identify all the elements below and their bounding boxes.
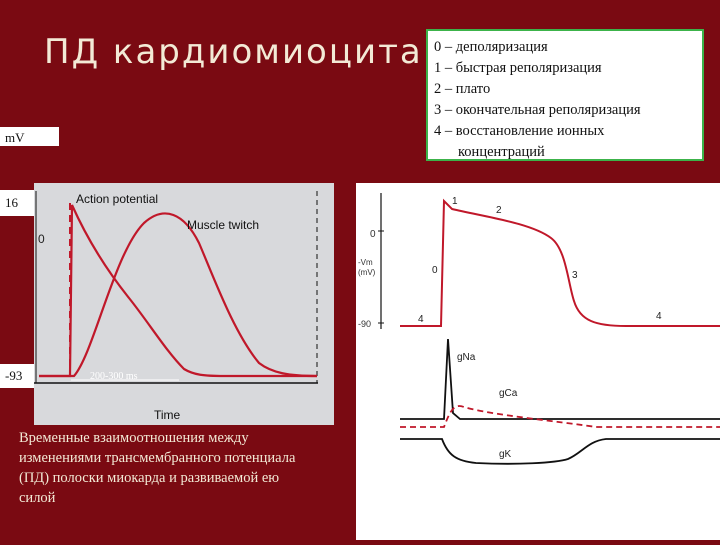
muscle-twitch-label: Muscle twitch <box>187 218 260 232</box>
phase-0-label: 0 <box>432 265 438 276</box>
figure-caption: Временные взаимоотношения между изменениями трансмембранного потенциала (ПД) полоски миокарда и развиваемой ею силой <box>19 430 296 506</box>
phase-3-label: 3 <box>572 270 578 281</box>
phase-4-left-label: 4 <box>418 314 424 325</box>
phase-1-label: 1 <box>452 196 458 207</box>
gca-label: gCa <box>499 388 518 399</box>
gk-label: gK <box>499 449 512 460</box>
slide-title: ПД кардиомиоцита <box>44 32 423 72</box>
gna-label: gNa <box>457 352 476 363</box>
gk-curve <box>400 439 720 464</box>
phase-2-label: 2 <box>496 205 502 216</box>
bottom-value-label: -93 <box>0 364 34 388</box>
legend-line-0: 0 – деполяризация <box>434 39 548 55</box>
right-zero-label: 0 <box>370 229 376 240</box>
action-potential-vs-twitch-chart <box>34 183 334 425</box>
phase-diagram-chart <box>356 183 720 540</box>
legend-line-4: 4 – восстановление ионных <box>434 123 605 139</box>
duration-label: 200-300 ms <box>90 371 138 382</box>
right-minus-90-label: -90 <box>358 319 372 329</box>
phase-4-right-label: 4 <box>656 311 662 322</box>
phase-legend-box <box>426 29 704 161</box>
left-chart-svg <box>34 183 334 425</box>
legend-line-1: 1 – быстрая реполяризация <box>434 60 602 76</box>
action-potential-curve <box>39 205 317 376</box>
right-vm-label: -Vm (mV) <box>358 258 376 277</box>
legend-line-3: 3 – окончательная реполяризация <box>434 102 641 118</box>
ventricular-ap-curve <box>400 201 720 326</box>
left-zero-label: 0 <box>38 232 45 246</box>
time-axis-label: Time <box>154 408 181 422</box>
legend-line-5: концентраций <box>458 144 545 160</box>
top-value-label: 16 <box>0 190 34 216</box>
action-potential-label: Action potential <box>76 192 159 206</box>
gca-curve <box>400 406 720 427</box>
muscle-twitch-curve <box>39 213 317 376</box>
gna-curve <box>400 339 720 419</box>
mv-unit-label: mV <box>0 127 59 146</box>
right-chart-svg <box>356 183 720 540</box>
legend-line-2: 2 – плато <box>434 81 491 97</box>
